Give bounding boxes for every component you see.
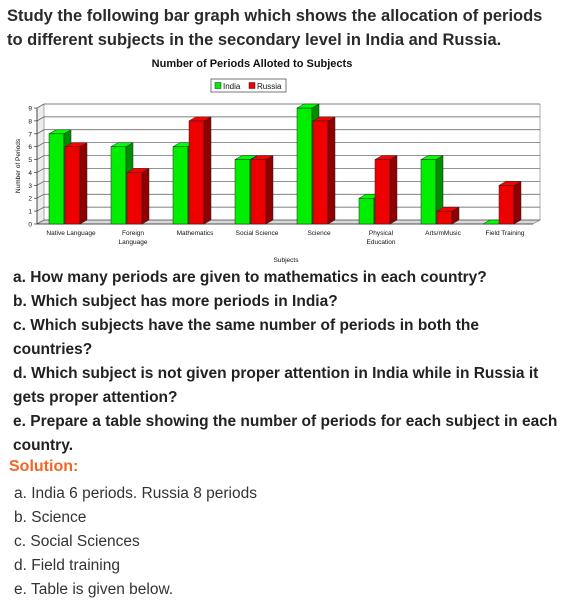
x-tick-label: Social Science: [235, 230, 279, 237]
answer-item: c. Social Sciences: [14, 533, 140, 550]
question-item: d. Which subject is not given proper attention in India while in Russia it gets proper attention?: [13, 365, 539, 406]
y-tick-label: 5: [28, 157, 32, 165]
plot-side-wall: [37, 104, 44, 224]
x-axis-title: Subjects: [273, 257, 299, 264]
bar-front: [173, 147, 188, 224]
bar-side: [328, 117, 335, 224]
x-tick-label: Language: [118, 239, 148, 246]
solution-heading: Solution:: [9, 458, 79, 475]
bar-front: [313, 121, 328, 224]
x-tick-label: Foreign: [121, 230, 145, 237]
bar-side: [80, 143, 87, 224]
x-tick-label: Education: [366, 239, 396, 246]
x-tick-label: Native Language: [46, 230, 96, 237]
question-item: b. Which subject has more periods in India?: [13, 293, 338, 310]
answer-item: b. Science: [14, 509, 87, 526]
bar-front: [499, 185, 514, 224]
y-tick-label: 9: [28, 105, 32, 113]
y-tick-label: 3: [28, 182, 32, 190]
bar-front: [189, 121, 204, 224]
y-tick-label: 1: [28, 208, 32, 216]
x-tick-label: Science: [307, 230, 331, 237]
bar-side: [390, 156, 397, 224]
y-tick-label: 0: [28, 221, 32, 229]
bar-chart: [0, 52, 564, 266]
bar-front: [127, 172, 142, 224]
legend-swatch: [249, 83, 255, 89]
bar-side: [142, 168, 149, 224]
bar-front: [49, 134, 64, 224]
legend-swatch: [215, 83, 221, 89]
y-tick-label: 8: [28, 118, 32, 126]
bar-front: [111, 147, 126, 224]
legend-label: Russia: [257, 82, 282, 91]
bar-front: [437, 211, 452, 224]
answer-list: [14, 482, 257, 602]
bar-side: [514, 181, 521, 224]
bar-front: [297, 108, 312, 224]
question-item: e. Prepare a table showing the number of periods for each subject in each country.: [13, 413, 558, 454]
bar-side: [266, 156, 273, 224]
answer-item: a. India 6 periods. Russia 8 periods: [14, 485, 257, 502]
answer-item: e. Table is given below.: [14, 581, 174, 598]
bar-front: [235, 160, 250, 224]
answer-item: d. Field training: [14, 557, 120, 574]
x-tick-label: Field Training: [485, 230, 525, 237]
question-item: a. How many periods are given to mathematics in each country?: [13, 269, 487, 286]
chart-title: Number of Periods Alloted to Subjects: [151, 58, 353, 70]
x-tick-label: Physical: [368, 230, 394, 237]
question-item: c. Which subjects have the same number of periods in both the countries?: [13, 317, 479, 358]
x-tick-label: Arts/mMusic: [425, 230, 461, 237]
bar-front: [375, 160, 390, 224]
x-tick-label: Mathematics: [176, 230, 214, 237]
bar-front: [65, 147, 80, 224]
y-tick-label: 7: [28, 131, 32, 139]
y-tick-label: 2: [28, 195, 32, 203]
legend-label: India: [223, 82, 241, 91]
y-tick-label: 4: [28, 169, 32, 177]
bar-front: [251, 160, 266, 224]
bar-side: [204, 117, 211, 224]
intro-text: Study the following bar graph which shows the allocation of periods to different subjects in the secondary level in India and Russia.: [7, 7, 543, 49]
bar-front: [421, 160, 436, 224]
y-tick-label: 6: [28, 144, 32, 152]
question-list: [13, 266, 558, 458]
bar-front: [359, 198, 374, 224]
y-axis-title: Number of Periods: [15, 138, 22, 194]
